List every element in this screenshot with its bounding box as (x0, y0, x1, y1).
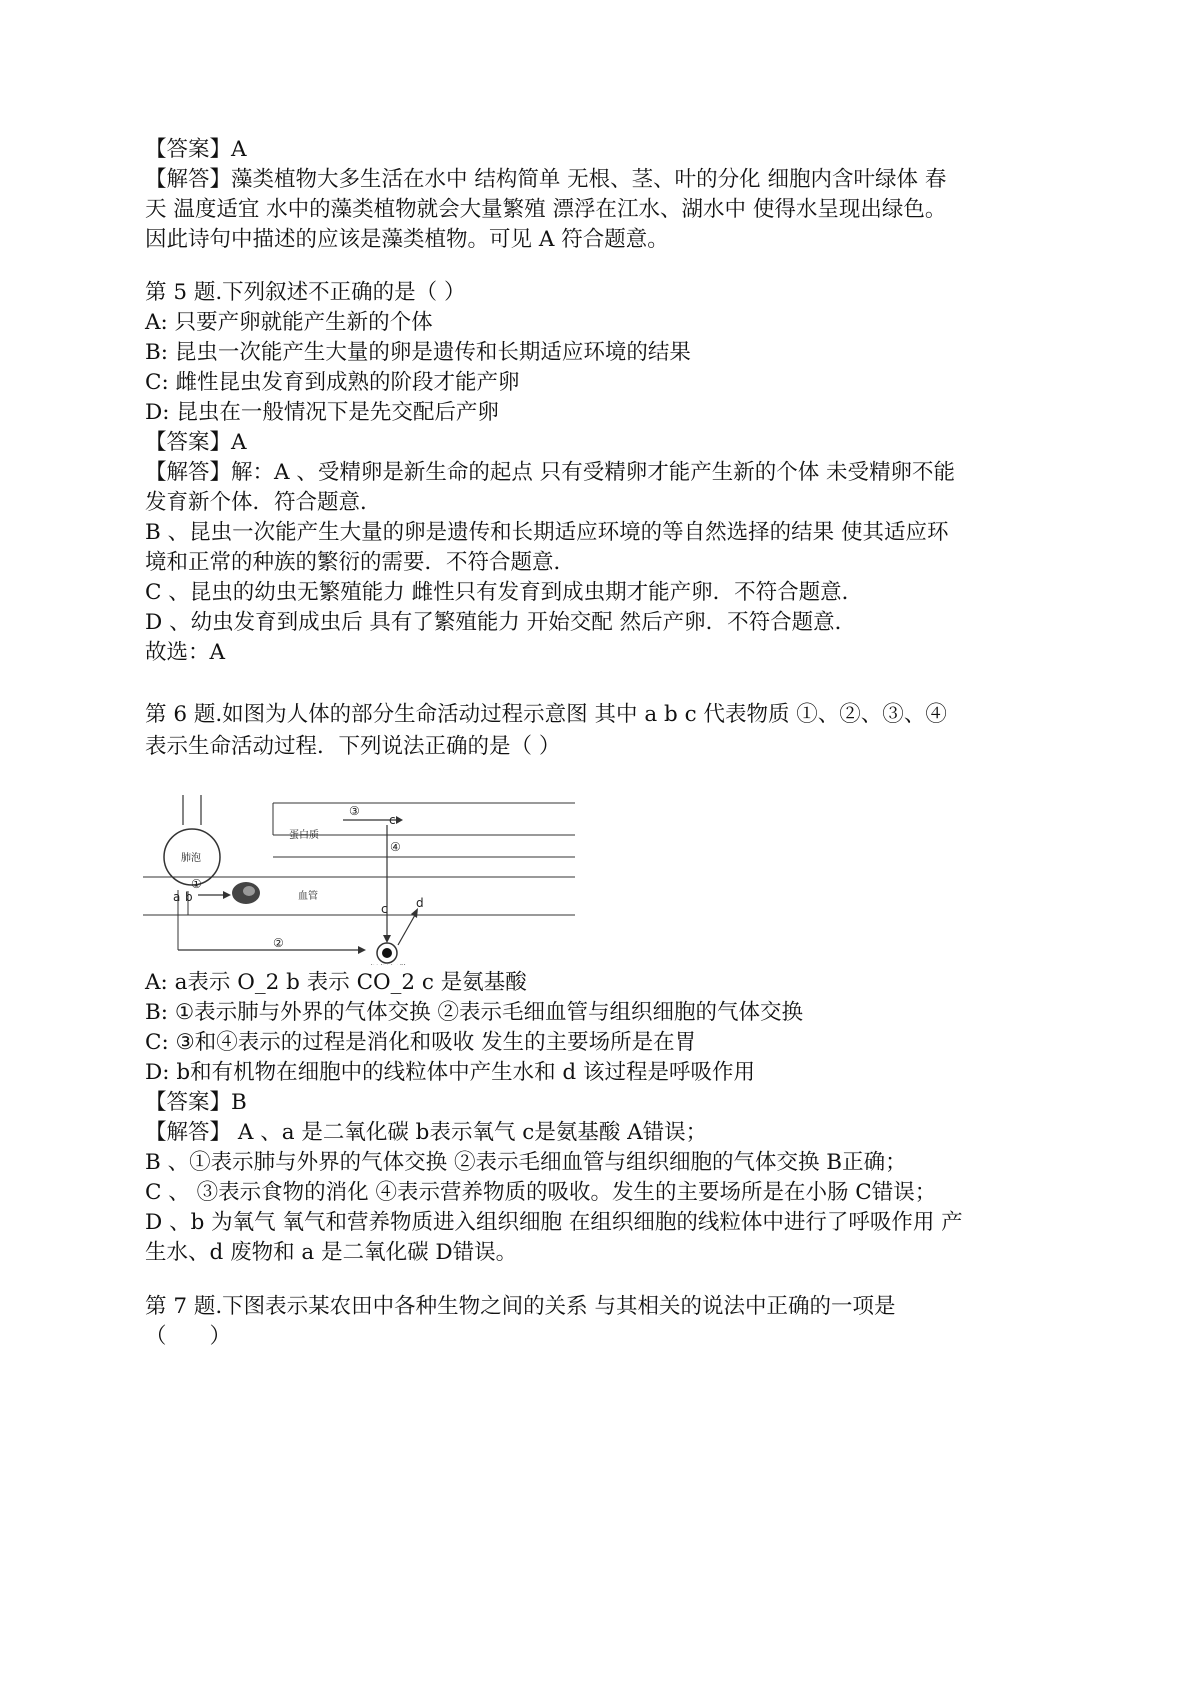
substance-a-label: a (173, 890, 181, 904)
q4-explanation-line: 【解答】藻类植物大多生活在水中 结构简单 无根、茎、叶的分化 细胞内含叶绿体 春 (145, 167, 947, 192)
substance-c-top-label: c (389, 813, 396, 827)
q6-explanation-line: B 、①表示肺与外界的气体交换 ②表示毛细血管与组织细胞的气体交换 B正确； (145, 1150, 907, 1175)
q5-explanation-line: 故选：A (145, 640, 226, 665)
q5-answer: 【答案】A (145, 430, 247, 455)
q5-question: 第 5 题.下列叙述不正确的是（ ） (145, 280, 466, 305)
q4-answer: 【答案】A (145, 137, 247, 162)
substance-c-label: c (381, 902, 388, 916)
q5-explanation-line: B 、昆虫一次能产生大量的卵是遗传和长期适应环境的等自然选择的结果 使其适应环 (145, 520, 949, 545)
q6-explanation-line: D 、b 为氧气 氧气和营养物质进入组织细胞 在组织细胞的线粒体中进行了呼吸作用 产 (145, 1210, 963, 1235)
q7-question-line: 第 7 题.下图表示某农田中各种生物之间的关系 与其相关的说法中正确的一项是 (145, 1294, 896, 1319)
q6-explanation-line: 【解答】 A 、a 是二氧化碳 b表示氧气 c是氨基酸 A错误； (145, 1120, 708, 1145)
q6-explanation-line: 生水、d 废物和 a 是二氧化碳 D错误。 (145, 1240, 518, 1265)
q5-explanation-line: 【解答】解：A 、受精卵是新生命的起点 只有受精卵才能产生新的个体 未受精卵不能 (145, 460, 956, 485)
q5-explanation-line: C 、昆虫的幼虫无繁殖能力 雌性只有发育到成虫期才能产卵．不符合题意． (145, 580, 864, 605)
q4-explanation-line: 因此诗句中描述的应该是藻类植物。可见 A 符合题意。 (145, 227, 669, 252)
substance-d-label: d (416, 896, 424, 910)
substance-b-label: b (185, 890, 193, 904)
q6-option-c: C: ③和④表示的过程是消化和吸收 发生的主要场所是在胃 (145, 1030, 697, 1055)
q5-explanation-line: 境和正常的种族的繁衍的需要．不符合题意． (145, 550, 576, 575)
step-2-label: ② (273, 936, 284, 950)
life-activity-diagram (143, 795, 575, 965)
q5-explanation-line: 发育新个体．符合题意． (145, 490, 382, 515)
step-3-label: ③ (349, 804, 360, 818)
alveolus-label: 肺泡 (181, 853, 201, 864)
blood-vessel-label: 血管 (298, 891, 318, 902)
q5-option-b: B: 昆虫一次能产生大量的卵是遗传和长期适应环境的结果 (145, 340, 691, 365)
q6-option-b: B: ①表示肺与外界的气体交换 ②表示毛细血管与组织细胞的气体交换 (145, 1000, 803, 1025)
q4-explanation-line: 天 温度适宜 水中的藻类植物就会大量繁殖 漂浮在江水、湖水中 使得水呈现出绿色。 (145, 197, 947, 222)
q6-answer: 【答案】B (145, 1090, 247, 1115)
q6-question-line: 第 6 题.如图为人体的部分生命活动过程示意图 其中 a b c 代表物质 ①、②、③、④ (145, 702, 947, 727)
protein-label: 蛋白质 (289, 830, 319, 841)
q6-explanation-line: C 、 ③表示食物的消化 ④表示营养物质的吸收。发生的主要场所是在小肠 C错误； (145, 1180, 937, 1205)
q5-option-d: D: 昆虫在一般情况下是先交配后产卵 (145, 400, 499, 425)
q5-option-c: C: 雌性昆虫发育到成熟的阶段才能产卵 (145, 370, 520, 395)
step-1-label: ① (191, 877, 202, 891)
q5-option-a: A: 只要产卵就能产生新的个体 (145, 310, 433, 335)
step-4-label: ④ (390, 840, 401, 854)
q7-question-line: （ ） (145, 1324, 232, 1349)
q6-option-a: A: a表示 O_2 b 表示 CO_2 c 是氨基酸 (145, 970, 527, 995)
q5-explanation-line: D 、幼虫发育到成虫后 具有了繁殖能力 开始交配 然后产卵．不符合题意． (145, 610, 857, 635)
q6-option-d: D: b和有机物在细胞中的线粒体中产生水和 d 该过程是呼吸作用 (145, 1060, 756, 1085)
q6-question-line: 表示生命活动过程．下列说法正确的是（ ） (145, 734, 561, 759)
